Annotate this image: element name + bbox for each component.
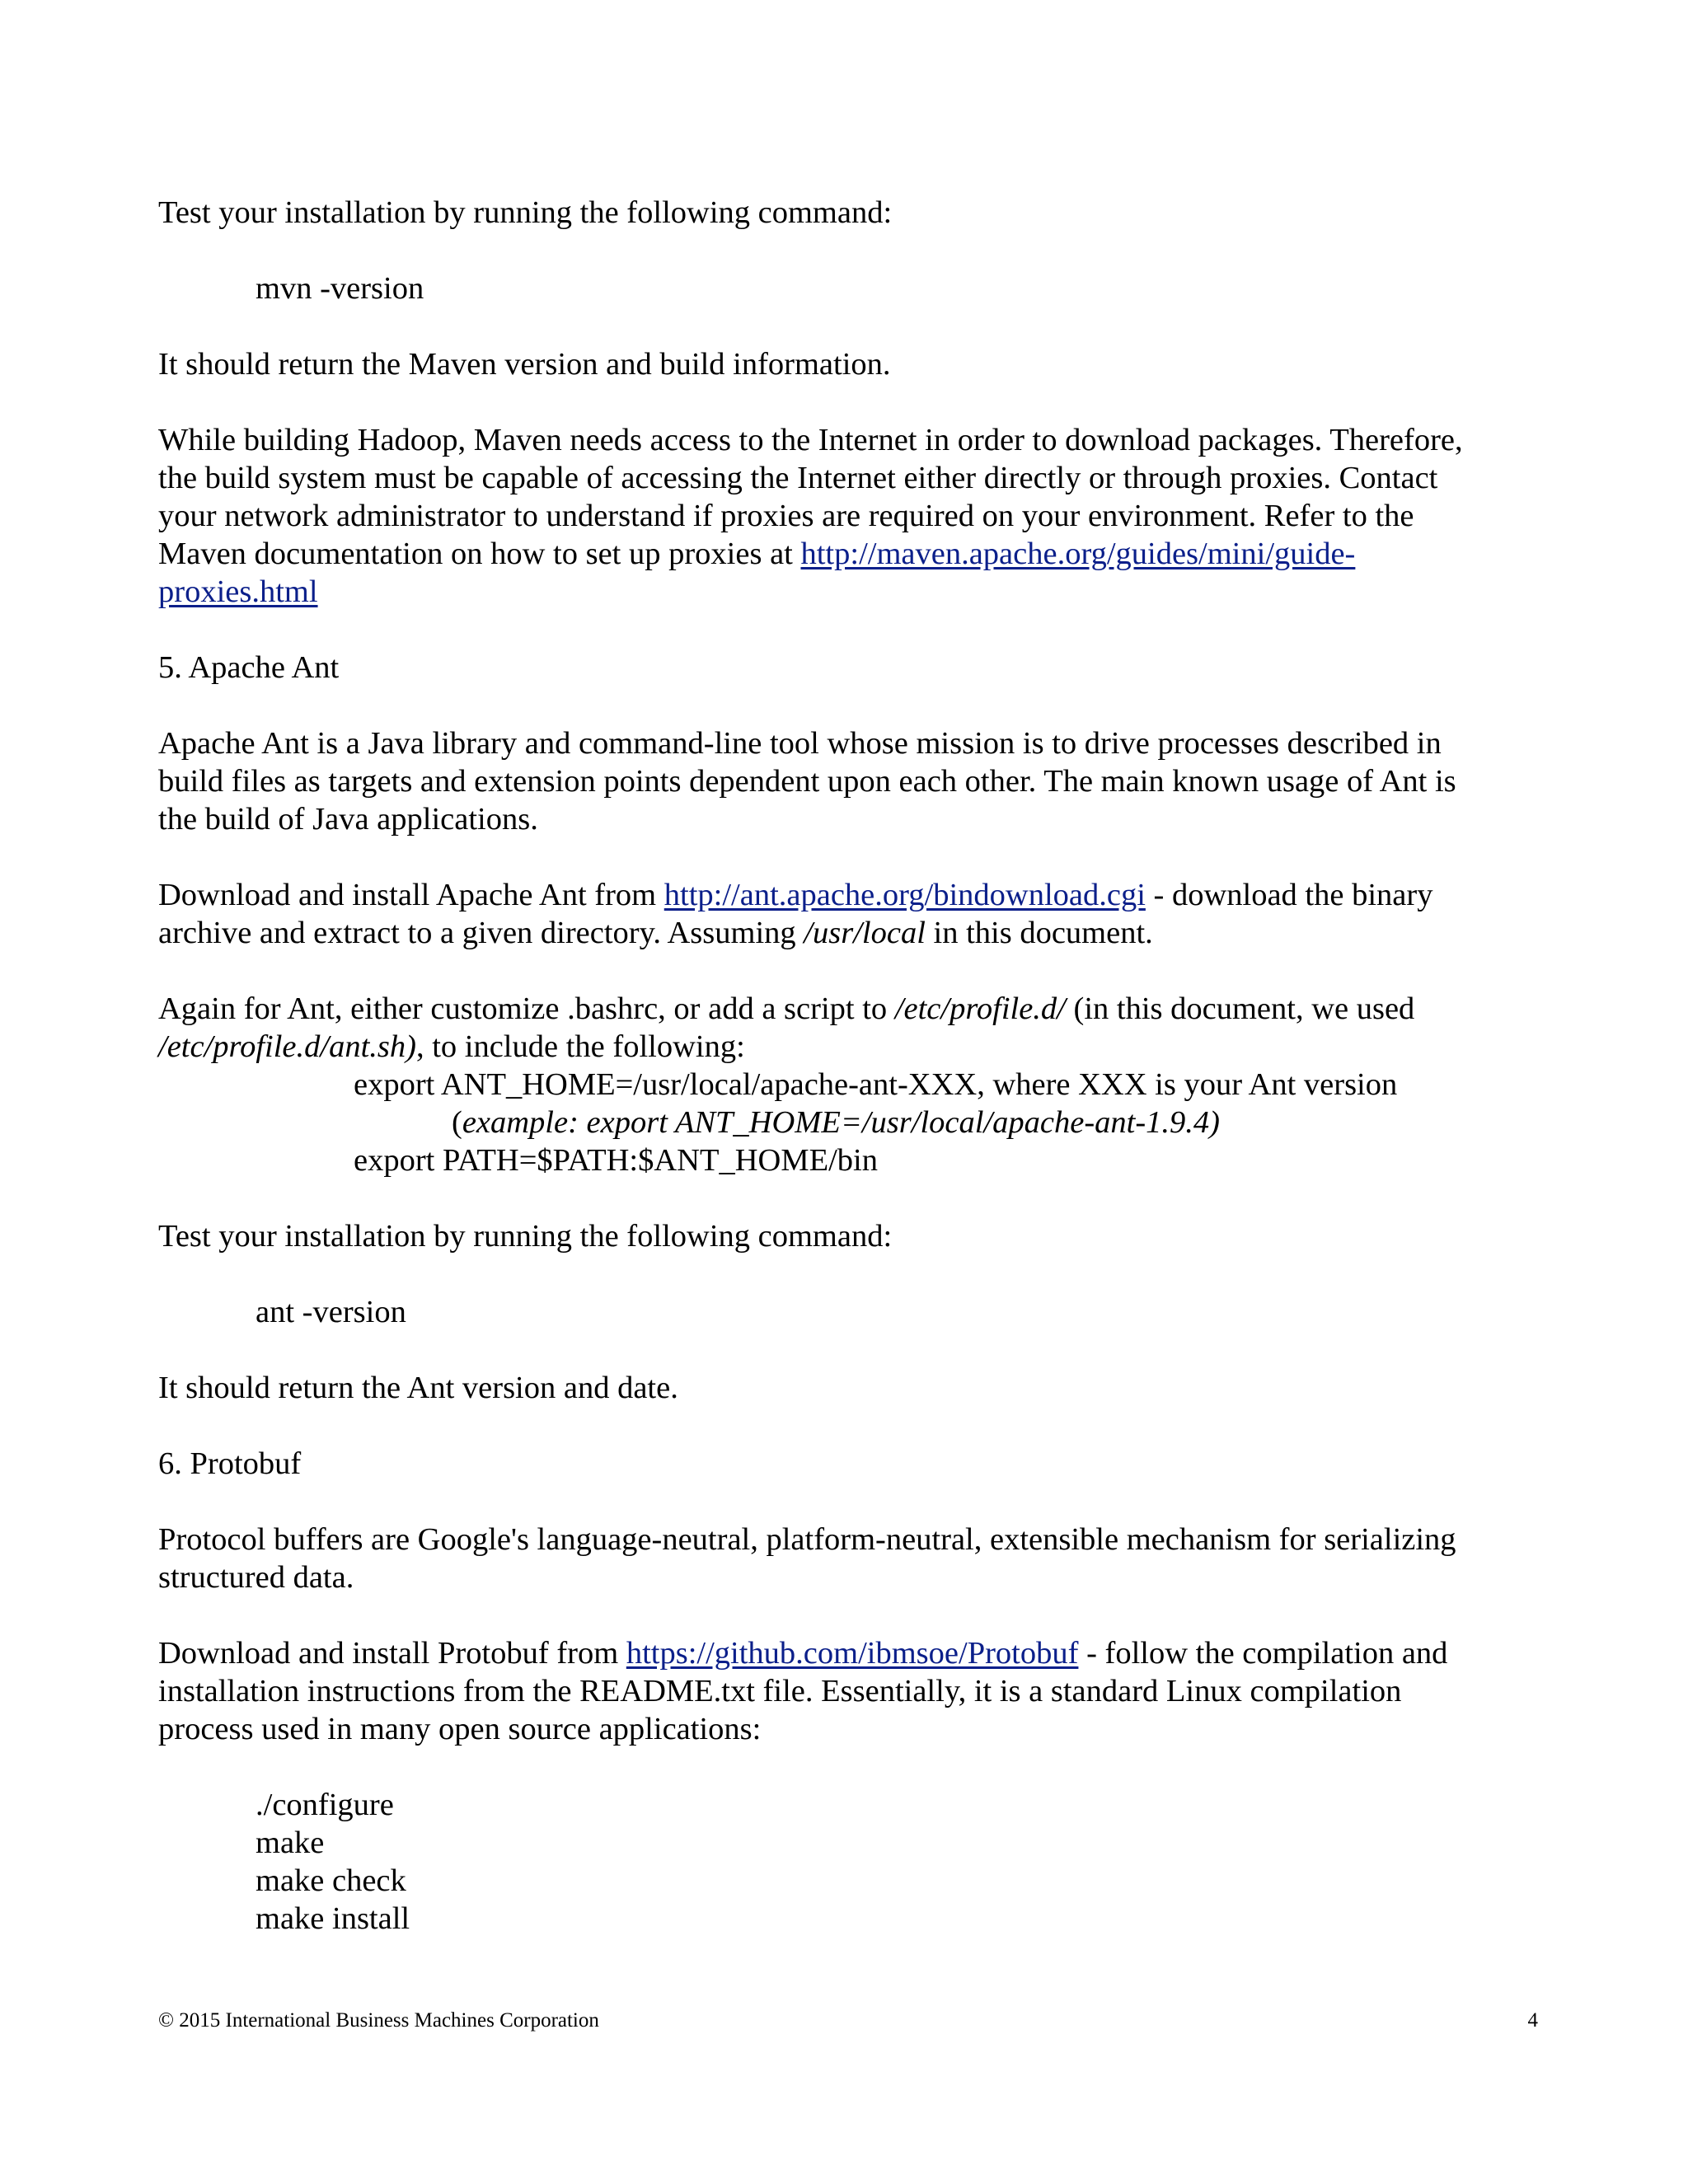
- proxy-line-4-text: Maven documentation on how to set up proxies at: [158, 537, 801, 571]
- protobuf-desc-line-2: structured data.: [158, 1560, 354, 1595]
- profile-dir: /etc/profile.d/: [894, 991, 1066, 1026]
- make-command: make: [256, 1825, 325, 1860]
- maven-result-text: It should return the Maven version and build information.: [158, 347, 891, 382]
- ant-download-line-2-end: in this document.: [925, 916, 1153, 950]
- protobuf-download-line-2: installation instructions from the README.txt file. Essentially, it is a standard Linux compilation: [158, 1674, 1402, 1708]
- ant-result-text: It should return the Ant version and date.: [158, 1371, 678, 1405]
- ant-install-dir: /usr/local: [804, 916, 926, 950]
- configure-command: ./configure: [256, 1788, 394, 1822]
- make-check-command: make check: [256, 1863, 406, 1898]
- footer-page-number: 4: [1527, 2009, 1538, 2032]
- proxy-line-1: While building Hadoop, Maven needs access to the Internet in order to download packages. Therefore,: [158, 423, 1463, 457]
- protobuf-download-link[interactable]: https://github.com/ibmsoe/Protobuf: [626, 1636, 1079, 1671]
- ant-env-line-1-end: (in this document, we used: [1065, 991, 1415, 1026]
- protobuf-download-line-1: [158, 1634, 1551, 1672]
- proxy-line-2: the build system must be capable of accessing the Internet either directly or through proxies. Contact: [158, 461, 1438, 495]
- ant-example-text: example: export ANT_HOME=/usr/local/apache-ant-1.9.4): [462, 1105, 1220, 1140]
- maven-test-intro: Test your installation by running the following command:: [158, 195, 893, 230]
- ant-download-line-1: [158, 876, 1551, 914]
- maven-proxy-link-continued[interactable]: proxies.html: [158, 574, 318, 609]
- ant-desc-line-3: the build of Java applications.: [158, 802, 538, 837]
- ant-export-path: export PATH=$PATH:$ANT_HOME/bin: [354, 1143, 878, 1178]
- ant-download-text: Download and install Apache Ant from: [158, 878, 664, 912]
- maven-proxy-link[interactable]: http://maven.apache.org/guides/mini/guide-: [800, 537, 1356, 571]
- ant-download-link[interactable]: http://ant.apache.org/bindownload.cgi: [663, 878, 1146, 912]
- ant-env-line-1: [158, 990, 1551, 1028]
- ant-export-example: [452, 1104, 1688, 1141]
- protobuf-download-text: Download and install Protobuf from: [158, 1636, 626, 1671]
- ant-heading: 5. Apache Ant: [158, 650, 340, 685]
- footer-copyright: © 2015 International Business Machines Corporation: [158, 2009, 599, 2032]
- protobuf-heading: 6. Protobuf: [158, 1446, 302, 1481]
- protobuf-download-line-3: process used in many open source applications:: [158, 1712, 762, 1746]
- ant-desc-line-2: build files as targets and extension points dependent upon each other. The main known usage of Ant is: [158, 764, 1456, 799]
- ant-env-line-2-end: , to include the following:: [415, 1029, 745, 1064]
- proxy-line-3: your network administrator to understand if proxies are required on your environment. Refer to the: [158, 499, 1414, 533]
- protobuf-desc-line-1: Protocol buffers are Google's language-neutral, platform-neutral, extensible mechanism for serializing: [158, 1522, 1456, 1557]
- proxy-line-5: [158, 573, 1551, 611]
- maven-version-command: mvn -version: [256, 271, 424, 306]
- ant-version-command: ant -version: [256, 1295, 406, 1329]
- proxy-line-4: [158, 535, 1551, 573]
- ant-desc-line-1: Apache Ant is a Java library and command-line tool whose mission is to drive processes described in: [158, 726, 1442, 761]
- ant-env-line-1-text: Again for Ant, either customize .bashrc, or add a script to: [158, 991, 895, 1026]
- make-install-command: make install: [256, 1901, 410, 1936]
- ant-export-home: export ANT_HOME=/usr/local/apache-ant-XXX, where XXX is your Ant version: [354, 1067, 1398, 1102]
- ant-example-paren: (: [452, 1105, 462, 1140]
- protobuf-download-text-end: - follow the compilation and: [1078, 1636, 1448, 1671]
- ant-download-text-end: - download the binary: [1145, 878, 1433, 912]
- ant-test-intro: Test your installation by running the following command:: [158, 1219, 893, 1254]
- ant-download-line-2: [158, 914, 1551, 952]
- ant-download-line-2-text: archive and extract to a given directory. Assuming: [158, 916, 804, 950]
- ant-script-path: /etc/profile.d/ant.sh): [158, 1029, 416, 1064]
- ant-env-line-2: [158, 1028, 1551, 1066]
